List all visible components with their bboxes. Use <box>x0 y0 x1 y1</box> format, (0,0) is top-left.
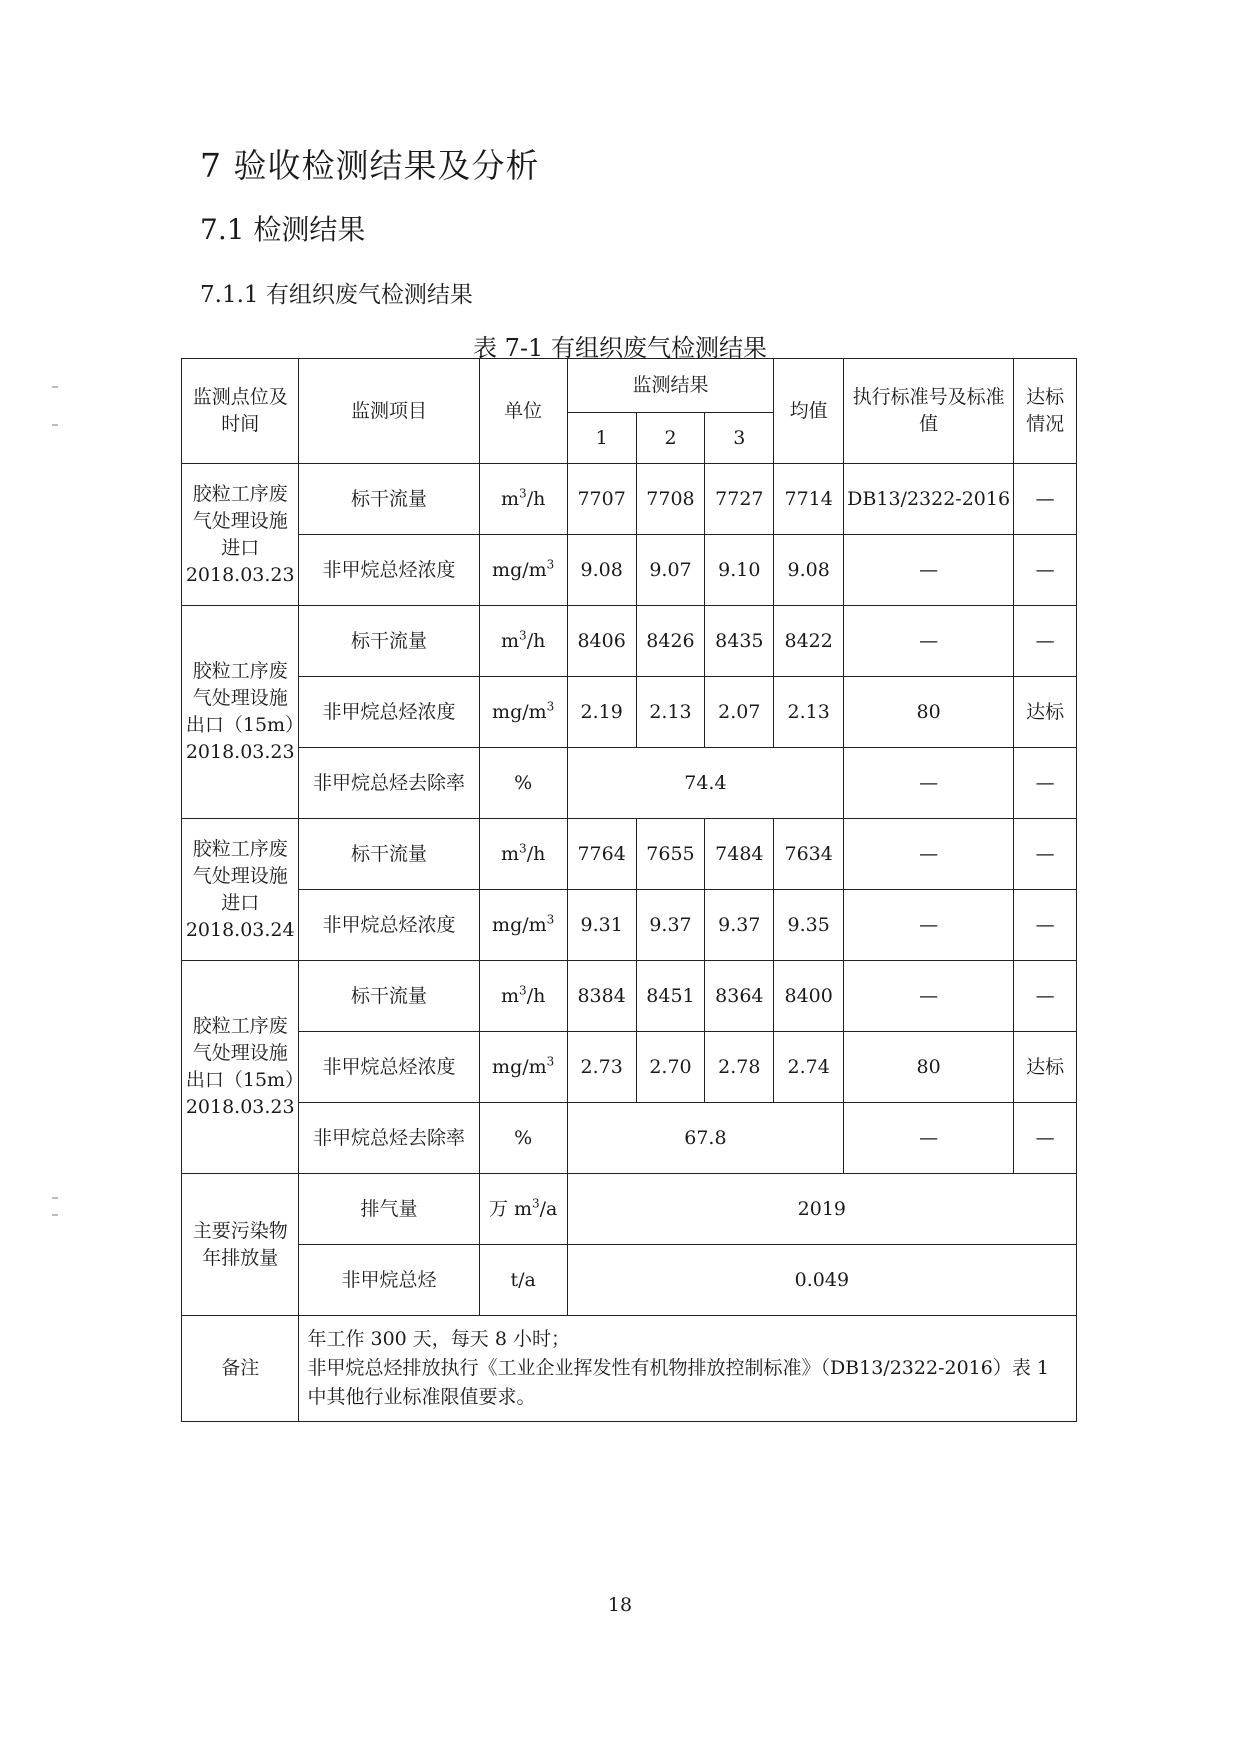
note-label: 备注 <box>182 1316 299 1422</box>
unit-cell <box>479 1245 567 1316</box>
unit-text: mg/m <box>492 1055 547 1078</box>
result-1-cell: 2.73 <box>567 1032 636 1103</box>
table-row <box>182 1174 1077 1245</box>
compliance-cell: — <box>1014 464 1077 535</box>
unit-exponent: 3 <box>546 912 555 927</box>
result-1-cell: 7707 <box>567 464 636 535</box>
result-2-cell: 2.13 <box>636 677 705 748</box>
result-2-cell: 7655 <box>636 819 705 890</box>
item-cell: 标干流量 <box>299 464 479 535</box>
unit-exponent: 3 <box>519 841 527 856</box>
unit-text: mg/m <box>492 913 547 936</box>
result-1-cell: 9.31 <box>567 890 636 961</box>
monitoring-point-cell: 胶粒工序废气处理设施出口（15m）2018.03.23 <box>182 961 299 1174</box>
standard-cell: 80 <box>844 1032 1014 1103</box>
table-row <box>182 890 1077 961</box>
header-unit: 单位 <box>479 359 567 464</box>
table-row <box>182 1245 1077 1316</box>
unit-text: /h <box>526 487 546 510</box>
note-line: 非甲烷总烃排放执行《工业企业挥发性有机物排放控制标准》（DB13/2322-2016）表 1 中其他行业标准限值要求。 <box>307 1357 1049 1408</box>
unit-text: mg/m <box>492 700 547 723</box>
unit-cell <box>479 464 567 535</box>
unit-text: /h <box>526 984 546 1007</box>
mean-cell: 7714 <box>774 464 844 535</box>
section-heading: 7.1 检测结果 <box>200 213 366 246</box>
chapter-heading: 7 验收检测结果及分析 <box>200 146 540 185</box>
unit-cell <box>479 1032 567 1103</box>
result-1-cell: 8406 <box>567 606 636 677</box>
unit-exponent: 3 <box>546 699 555 714</box>
table-row <box>182 748 1077 819</box>
unit-text: m <box>501 984 520 1007</box>
item-cell: 非甲烷总烃浓度 <box>299 677 479 748</box>
unit-cell <box>479 961 567 1032</box>
table-row <box>182 1032 1077 1103</box>
compliance-cell: 达标 <box>1014 1032 1077 1103</box>
mean-cell: 2.74 <box>774 1032 844 1103</box>
unit-exponent: 3 <box>519 486 527 501</box>
annual-value-cell: 2019 <box>567 1174 1076 1245</box>
result-1-cell: 8384 <box>567 961 636 1032</box>
unit-text: /h <box>526 629 546 652</box>
header-mean: 均值 <box>774 359 844 464</box>
unit-text: m <box>501 487 520 510</box>
unit-text: /h <box>526 842 546 865</box>
result-3-cell: 8435 <box>705 606 774 677</box>
note-line: 年工作 300 天，每天 8 小时； <box>307 1328 570 1350</box>
compliance-cell: — <box>1014 819 1077 890</box>
unit-exponent: 3 <box>519 628 527 643</box>
result-2-cell: 2.70 <box>636 1032 705 1103</box>
mean-cell: 8422 <box>774 606 844 677</box>
item-cell: 排气量 <box>299 1174 479 1245</box>
item-cell: 非甲烷总烃 <box>299 1245 479 1316</box>
result-3-cell: 2.07 <box>705 677 774 748</box>
item-cell: 标干流量 <box>299 606 479 677</box>
result-3-cell: 9.10 <box>705 535 774 606</box>
header-result-1: 1 <box>567 413 636 464</box>
header-results: 监测结果 <box>567 359 774 413</box>
standard-cell: — <box>844 819 1014 890</box>
header-item: 监测项目 <box>299 359 479 464</box>
header-point: 监测点位及时间 <box>182 359 299 464</box>
result-3-cell: 9.37 <box>705 890 774 961</box>
standard-cell: DB13/2322-2016 <box>844 464 1014 535</box>
unit-cell: % <box>479 748 567 819</box>
removal-rate-cell: 67.8 <box>567 1103 843 1174</box>
item-cell: 标干流量 <box>299 961 479 1032</box>
scan-mark <box>52 1197 58 1199</box>
table-row <box>182 464 1077 535</box>
unit-text: m <box>501 629 520 652</box>
result-2-cell: 8451 <box>636 961 705 1032</box>
result-2-cell: 9.07 <box>636 535 705 606</box>
table-row <box>182 1316 1077 1422</box>
result-1-cell: 7764 <box>567 819 636 890</box>
compliance-cell: — <box>1014 1103 1077 1174</box>
result-3-cell: 7484 <box>705 819 774 890</box>
removal-rate-cell: 74.4 <box>567 748 843 819</box>
compliance-cell: — <box>1014 890 1077 961</box>
note-content <box>299 1316 1077 1422</box>
monitoring-point-cell: 胶粒工序废气处理设施进口2018.03.24 <box>182 819 299 961</box>
unit-cell <box>479 1174 567 1245</box>
standard-cell: — <box>844 1103 1014 1174</box>
mean-cell: 2.13 <box>774 677 844 748</box>
unit-exponent: 3 <box>519 983 527 998</box>
standard-cell: 80 <box>844 677 1014 748</box>
compliance-cell: — <box>1014 961 1077 1032</box>
scan-mark <box>52 1214 58 1216</box>
unit-exponent: 3 <box>546 557 555 572</box>
scan-mark <box>52 424 58 426</box>
table-row <box>182 1103 1077 1174</box>
table-row <box>182 606 1077 677</box>
unit-cell <box>479 535 567 606</box>
unit-text: 万 m <box>488 1197 533 1220</box>
standard-cell: — <box>844 748 1014 819</box>
unit-cell <box>479 890 567 961</box>
item-cell: 非甲烷总烃去除率 <box>299 1103 479 1174</box>
result-1-cell: 9.08 <box>567 535 636 606</box>
header-compliance: 达标情况 <box>1014 359 1077 464</box>
compliance-cell: — <box>1014 748 1077 819</box>
table-caption: 表 7-1 有组织废气检测结果 <box>473 334 767 362</box>
annual-value-cell: 0.049 <box>567 1245 1076 1316</box>
unit-cell: % <box>479 1103 567 1174</box>
unit-cell <box>479 606 567 677</box>
item-cell: 非甲烷总烃浓度 <box>299 1032 479 1103</box>
header-standard: 执行标准号及标准值 <box>844 359 1014 464</box>
mean-cell: 9.35 <box>774 890 844 961</box>
result-2-cell: 8426 <box>636 606 705 677</box>
unit-exponent: 3 <box>546 1054 555 1069</box>
standard-cell: — <box>844 890 1014 961</box>
subsection-heading: 7.1.1 有组织废气检测结果 <box>200 282 473 308</box>
item-cell: 标干流量 <box>299 819 479 890</box>
mean-cell: 7634 <box>774 819 844 890</box>
unit-text: mg/m <box>492 558 547 581</box>
unit-cell <box>479 819 567 890</box>
item-cell: 非甲烷总烃浓度 <box>299 535 479 606</box>
unit-text: m <box>501 842 520 865</box>
unit-cell <box>479 677 567 748</box>
exhaust-gas-results-table <box>181 358 1077 1422</box>
result-3-cell: 2.78 <box>705 1032 774 1103</box>
table-row <box>182 535 1077 606</box>
mean-cell: 8400 <box>774 961 844 1032</box>
annual-emission-label: 主要污染物年排放量 <box>182 1174 299 1316</box>
standard-cell: — <box>844 535 1014 606</box>
result-3-cell: 7727 <box>705 464 774 535</box>
result-2-cell: 7708 <box>636 464 705 535</box>
mean-cell: 9.08 <box>774 535 844 606</box>
unit-text: /a <box>539 1197 558 1220</box>
compliance-cell: 达标 <box>1014 677 1077 748</box>
header-result-3: 3 <box>705 413 774 464</box>
table-row <box>182 961 1077 1032</box>
table-row <box>182 819 1077 890</box>
unit-text: t/a <box>510 1268 536 1291</box>
scan-mark <box>52 386 58 388</box>
item-cell: 非甲烷总烃浓度 <box>299 890 479 961</box>
standard-cell: — <box>844 961 1014 1032</box>
compliance-cell: — <box>1014 606 1077 677</box>
monitoring-point-cell: 胶粒工序废气处理设施出口（15m）2018.03.23 <box>182 606 299 819</box>
page-number: 18 <box>607 1594 633 1616</box>
result-2-cell: 9.37 <box>636 890 705 961</box>
result-1-cell: 2.19 <box>567 677 636 748</box>
standard-cell: — <box>844 606 1014 677</box>
table-row <box>182 677 1077 748</box>
unit-exponent: 3 <box>532 1196 540 1211</box>
monitoring-point-cell: 胶粒工序废气处理设施进口2018.03.23 <box>182 464 299 606</box>
header-result-2: 2 <box>636 413 705 464</box>
item-cell: 非甲烷总烃去除率 <box>299 748 479 819</box>
compliance-cell: — <box>1014 535 1077 606</box>
result-3-cell: 8364 <box>705 961 774 1032</box>
